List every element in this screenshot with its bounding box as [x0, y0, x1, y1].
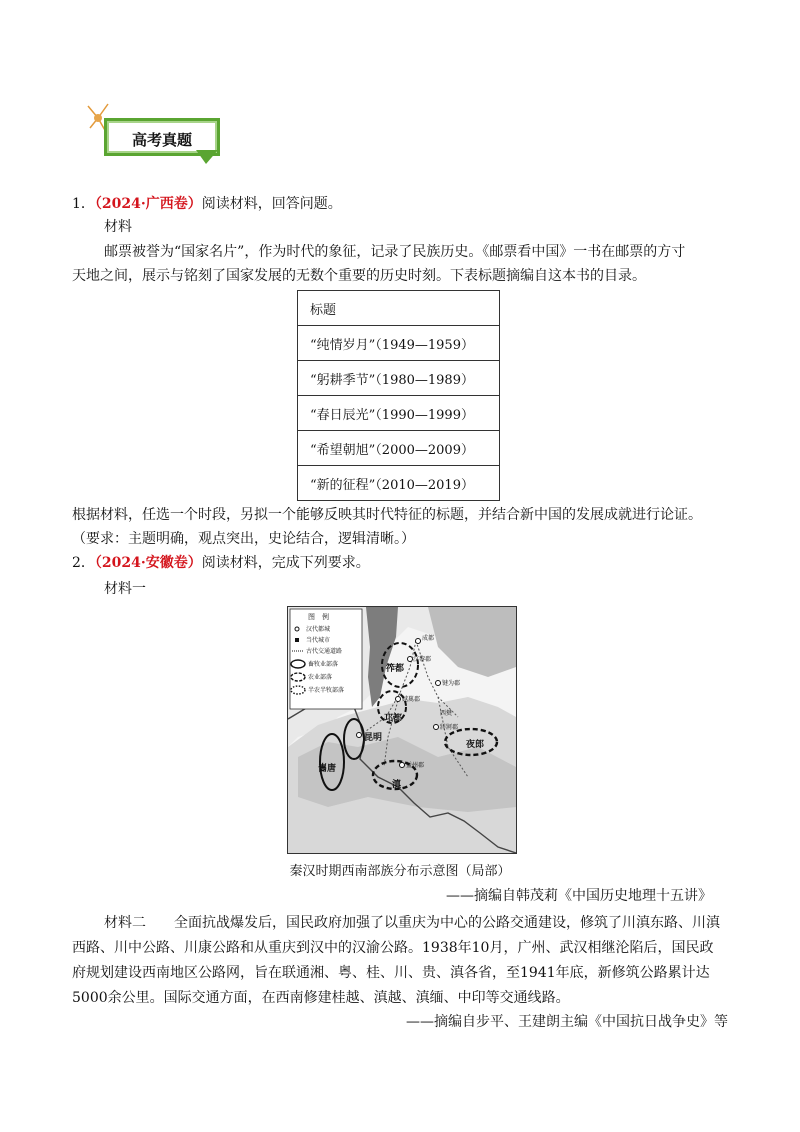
q1-number: 1． — [72, 196, 95, 212]
map-label: 越嶲郡 — [402, 696, 421, 703]
city-marker-icon — [295, 638, 299, 642]
map-graphic — [288, 607, 516, 853]
table-row — [298, 361, 500, 396]
legend-item: 农业部落 — [308, 674, 333, 681]
legend-item: 畜牧业部落 — [308, 661, 339, 668]
table-cell: “躬耕季节”（1980—1989） — [298, 361, 500, 396]
q2-prompt: 阅读材料，完成下列要求。 — [201, 555, 370, 571]
map-caption: 秦汉时期西南部族分布示意图（局部） — [289, 864, 511, 879]
legend-item: 当代城市 — [306, 637, 331, 644]
q1-prompt: 阅读材料，回答问题。 — [201, 196, 342, 212]
section-banner — [98, 116, 220, 154]
map-label: 西僰 — [440, 710, 453, 717]
q2-number: 2． — [72, 555, 95, 571]
q1-material-label: 材料 — [104, 219, 132, 235]
table-cell: “纯情岁月”（1949—1959） — [298, 326, 500, 361]
map-label: 汶黎郡 — [413, 656, 432, 663]
table-cell: “新的征程”（2010—2019） — [298, 466, 500, 501]
map-label: 昆明 — [364, 733, 383, 743]
map-label: 益州郡 — [406, 762, 425, 769]
city-marker-icon — [396, 697, 401, 702]
city-marker-icon — [436, 681, 441, 686]
map-label: 邛都 — [384, 714, 403, 724]
q2-material2-label: 材料二 — [104, 915, 146, 931]
q1-task: 根据材料，任选一个时段，另拟一个能够反映其时代特征的标题，并结合新中国的发展成就进行论证。 — [72, 507, 702, 523]
q1-paragraph-line1: 邮票被誉为“国家名片”，作为时代的象征，记录了民族历史。《邮票看中国》一书在邮票的方寸 — [104, 244, 686, 260]
q1-header — [72, 194, 342, 214]
material2-text: 全面抗战爆发后，国民政府加强了以重庆为中心的公路交通建设，修筑了川滇东路、川滇 — [174, 915, 720, 931]
legend-item: 汉代都城 — [306, 626, 331, 633]
map-source: ——摘编自韩茂莉《中国历史地理十五讲》 — [446, 888, 712, 904]
table-row — [298, 466, 500, 501]
material2-source: ——摘编自步平、王建朗主编《中国抗日战争史》等 — [406, 1014, 728, 1030]
q2-material2-line1 — [104, 913, 720, 933]
map-label: 夜郎 — [466, 740, 485, 750]
table-cell: “希望朝旭”（2000—2009） — [298, 431, 500, 466]
map-label: 巂唐 — [318, 764, 337, 774]
q2-material2-line4: 5000余公里。国际交通方面，在西南修建桂越、滇越、滇缅、中印等交通线路。 — [72, 990, 570, 1006]
q1-paragraph-line2: 天地之间，展示与铭刻了国家发展的无数个重要的历史时刻。下表标题摘编自这本书的目录。 — [72, 268, 646, 284]
city-marker-icon — [416, 639, 421, 644]
legend-title: 图 例 — [308, 613, 329, 621]
southwest-tribes-map — [287, 606, 517, 854]
table-row — [298, 326, 500, 361]
table-header-row — [298, 291, 500, 326]
q2-source: （2024·安徽卷） — [94, 555, 202, 571]
city-marker-icon — [357, 733, 362, 738]
legend-item: 半农半牧部落 — [308, 687, 345, 694]
q1-source: （2024·广西卷） — [94, 196, 202, 212]
map-label: 成都 — [422, 635, 435, 642]
q2-material2-line2: 西路、川中公路、川康公路和从重庆到汉中的汉渝公路。1938年10月，广州、武汉相继沦陷后，国民政 — [72, 940, 714, 956]
q1-requirement: （要求：主题明确，观点突出，史论结合，逻辑清晰。） — [72, 531, 415, 547]
stamp-title-table — [297, 290, 500, 501]
q2-header — [72, 553, 370, 573]
city-marker-icon — [400, 763, 405, 768]
q2-material1-label: 材料一 — [104, 581, 146, 597]
city-marker-icon — [408, 657, 413, 662]
map-label: 滇 — [392, 780, 402, 790]
q2-material2-line3: 府规划建设西南地区公路网，旨在联通湘、粤、桂、川、贵、滇各省，至1941年底，新修筑公路累计达 — [72, 965, 710, 981]
table-row — [298, 396, 500, 431]
legend-item: 古代交通道路 — [306, 648, 343, 655]
map-label: 牂牁郡 — [440, 724, 459, 731]
map-label: 键为郡 — [442, 680, 461, 687]
banner-fold-icon — [196, 150, 220, 170]
table-row — [298, 431, 500, 466]
table-cell: “春日辰光”（1990—1999） — [298, 396, 500, 431]
banner-title: 高考真题 — [131, 131, 192, 149]
city-marker-icon — [434, 725, 439, 730]
map-label: 筰都 — [386, 664, 405, 674]
table-header-cell: 标题 — [298, 291, 500, 326]
